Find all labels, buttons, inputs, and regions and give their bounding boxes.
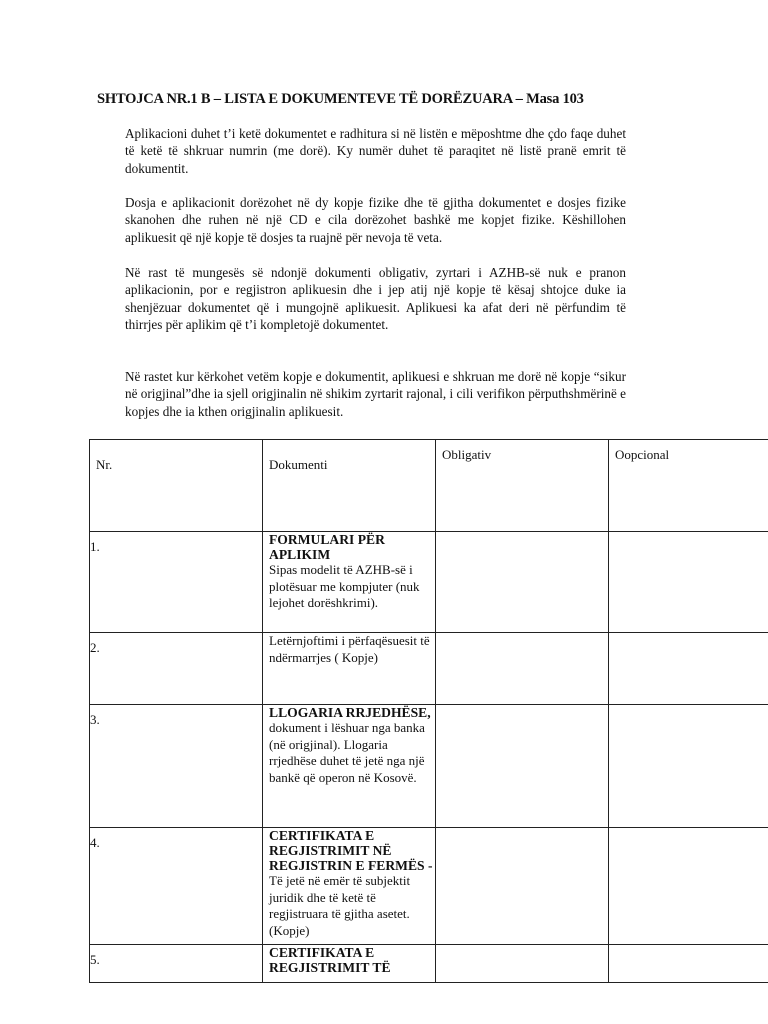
document-cell — [263, 532, 436, 633]
opcional-cell[interactable] — [609, 532, 768, 633]
obligativ-cell[interactable] — [436, 828, 609, 945]
document-heading: SHTOJCA NR.1 B – LISTA E DOKUMENTEVE TË DORËZUARA – Masa 103 — [97, 91, 584, 107]
opcional-cell[interactable] — [609, 945, 768, 983]
obligativ-cell[interactable] — [436, 705, 609, 828]
row-number: 2. — [90, 633, 263, 705]
document-title: CERTIFIKATA E REGJISTRIMIT NË REGJISTRIN E FERMËS - — [269, 828, 433, 873]
instruction-paragraph: Aplikacioni duhet t’i ketë dokumentet e radhitura si në listën e mëposhtme dhe çdo faqe duhet të ketë të shkruar numrin (me dorë). Ky numër duhet të paraqitet në listë pranë emrit të dokumentit. — [125, 126, 626, 176]
document-cell — [263, 705, 436, 828]
table-row — [90, 828, 768, 945]
document-description: Të jetë në emër të subjektit juridik dhe të ketë të regjistruara të gjitha asetet. (Kopje) — [269, 873, 411, 938]
table-header-row — [90, 440, 768, 532]
opcional-cell[interactable] — [609, 705, 768, 828]
document-description: Sipas modelit të AZHB-së i plotësuar me kompjuter (nuk lejohet dorëshkrimi). — [269, 562, 420, 610]
opcional-cell[interactable] — [609, 633, 768, 705]
header-opcional: Oopcional — [609, 440, 768, 532]
header-nr: Nr. — [90, 440, 263, 532]
document-title: CERTIFIKATA E REGJISTRIMIT TË — [269, 945, 391, 975]
opcional-cell[interactable] — [609, 828, 768, 945]
table-row — [90, 945, 768, 983]
document-title: LLOGARIA RRJEDHËSE, — [269, 705, 431, 720]
row-number: 1. — [90, 532, 263, 633]
instruction-paragraph: Dosja e aplikacionit dorëzohet në dy kopje fizike dhe të gjitha dokumentet e dosjes fizike skanohen dhe ruhen në një CD e cila dorëzohet bashkë me kopjet fizike. Këshillohen aplikuesit që një kopje të dosjes ta ruajnë për nevoja të veta. — [125, 195, 626, 245]
row-number: 5. — [90, 945, 263, 983]
row-number: 4. — [90, 828, 263, 945]
instruction-paragraph: Në rastet kur kërkohet vetëm kopje e dokumentit, aplikuesi e shkruan me dorë në kopje “sikur në origjinal”dhe ia sjell origjinalin në shikim zyrtarit rajonal, i cili verifikon përputhshmërinë e kopjes dhe ia kthen origjinalin aplikuesit. — [125, 369, 626, 419]
table-row — [90, 633, 768, 705]
document-cell — [263, 828, 436, 945]
document-description: Letërnjoftimi i përfaqësuesit të ndërmarrjes ( Kopje) — [269, 633, 430, 665]
document-cell — [263, 633, 436, 705]
document-cell — [263, 945, 436, 983]
header-dokumenti: Dokumenti — [263, 440, 436, 532]
instruction-paragraph: Në rast të mungesës së ndonjë dokumenti obligativ, zyrtari i AZHB-së nuk e pranon aplikacionin, por e regjistron aplikuesin dhe i jep atij një kopje të kësaj shtojce duke ia shenjëzuar dokumentet që i mungojnë aplikuesit. Aplikuesi ka afat deri në përfundim të thirrjes për aplikim që t’i kompletojë dokumentet. — [125, 265, 626, 333]
document-description: dokument i lëshuar nga banka (në origjinal). Llogaria rrjedhëse duhet të jetë nga një bankë që operon në Kosovë. — [269, 720, 425, 785]
table-row — [90, 532, 768, 633]
header-obligativ: Obligativ — [436, 440, 609, 532]
obligativ-cell[interactable] — [436, 633, 609, 705]
documents-checklist-table — [89, 439, 768, 983]
table-row — [90, 705, 768, 828]
row-number: 3. — [90, 705, 263, 828]
obligativ-cell[interactable] — [436, 532, 609, 633]
obligativ-cell[interactable] — [436, 945, 609, 983]
document-title: FORMULARI PËR APLIKIM — [269, 532, 385, 562]
